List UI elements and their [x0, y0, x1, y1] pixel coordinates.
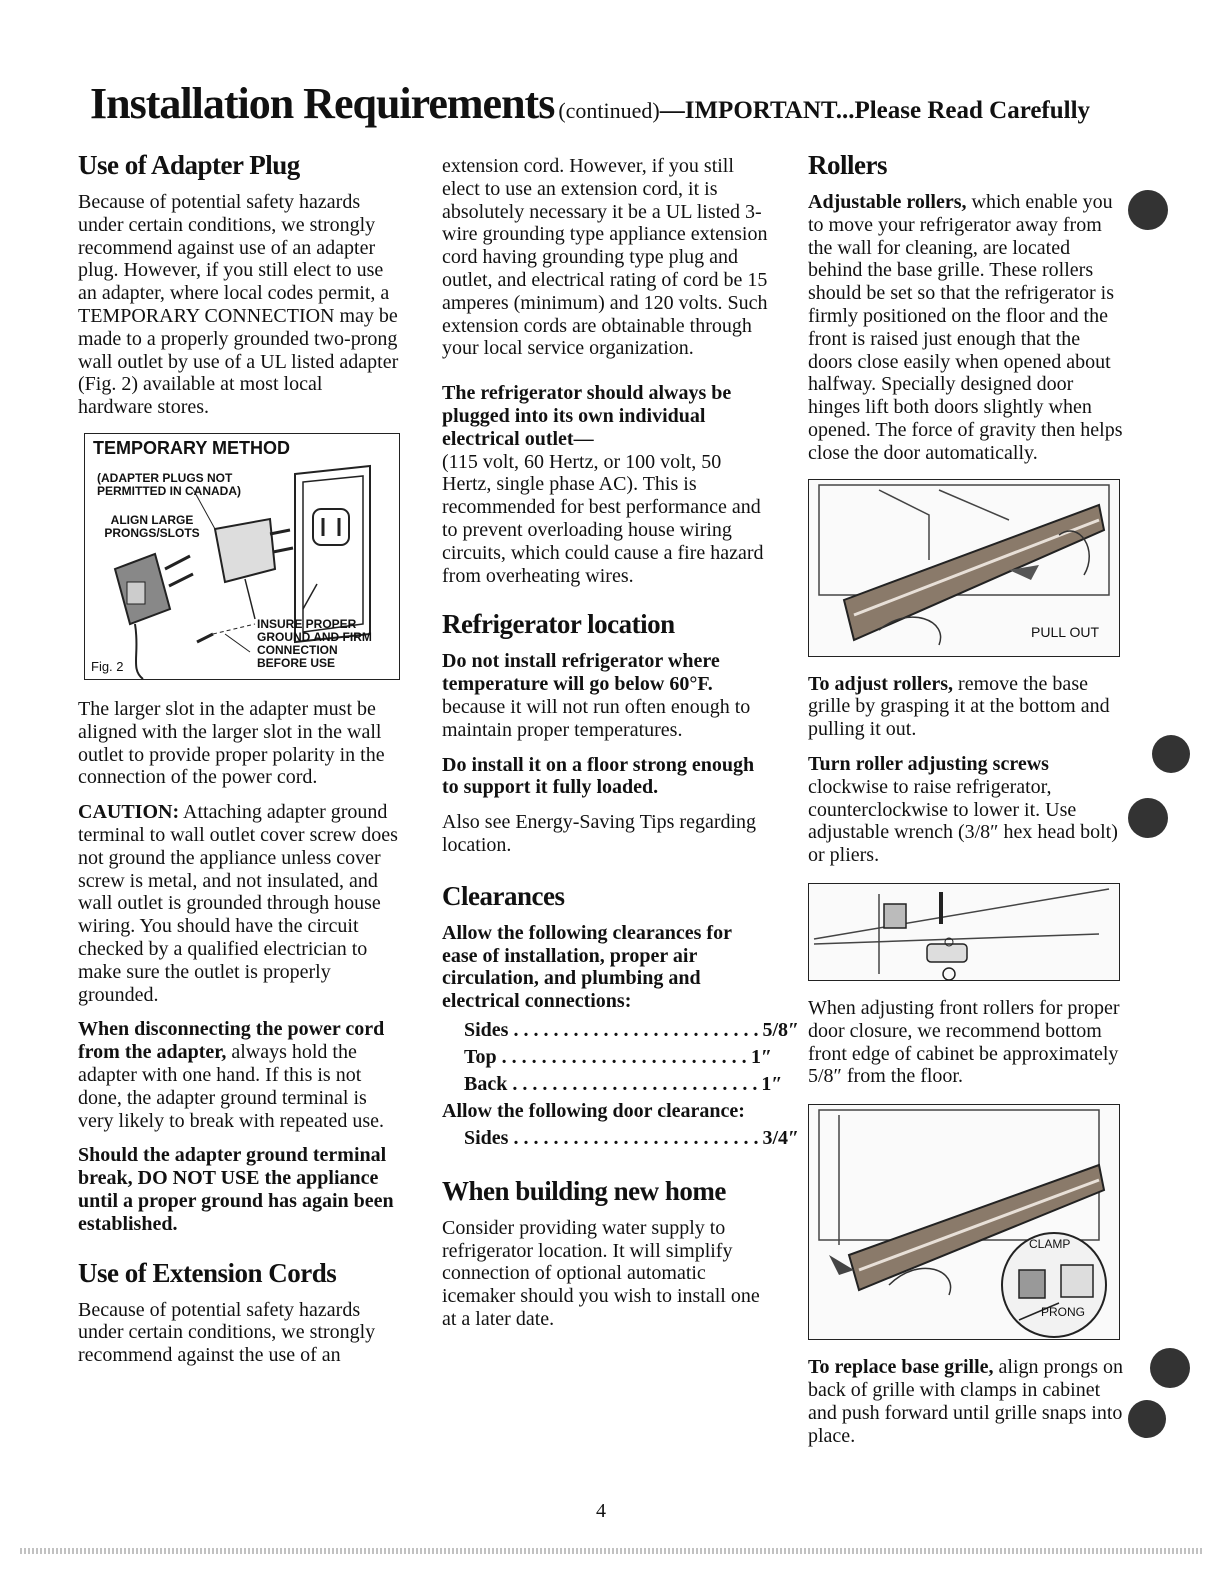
- building-heading: When building new home: [442, 1175, 726, 1206]
- figure-align-label: ALIGN LARGE PRONGS/SLOTS: [104, 512, 200, 540]
- binding-hole: [1152, 735, 1190, 773]
- binding-hole: [1128, 190, 1168, 230]
- disconnect-text: always hold the adapter with one hand. If this is not done, the adapter ground terminal is very likely to break with repeated use.: [78, 1041, 384, 1132]
- rollers-lead: Adjustable rollers,: [808, 191, 967, 213]
- turn-lead: Turn roller adjusting screws: [808, 752, 1049, 775]
- prong-label: PRONG: [1041, 1305, 1086, 1320]
- own-outlet-text: (115 volt, 60 Hertz, or 100 volt, 50 Hertz, single phase AC). This is recommended for best performance and to prevent overloading house wiring circuits, which could cause a fire hazard from overheating wires.: [442, 450, 764, 587]
- location-heading: Refrigerator location: [442, 609, 675, 640]
- column-middle: [442, 155, 800, 1343]
- title-subtitle: —IMPORTANT...Please Read Carefully: [659, 97, 1091, 124]
- page-number: 4: [596, 1500, 606, 1522]
- door-clearance-intro: Allow the following door clearance:: [442, 1099, 745, 1122]
- adjust-text: remove the base grille by grasping it at the bottom and pulling it out.: [808, 672, 1110, 741]
- adapter-heading: Use of Adapter Plug: [78, 150, 300, 180]
- extension-paragraph: Because of potential safety hazards under certain conditions, we strongly recommend against the use of an: [78, 1298, 376, 1367]
- binding-hole: [1150, 1348, 1190, 1388]
- replace-grille-paragraph: [808, 1356, 1123, 1447]
- building-paragraph: Consider providing water supply to refrigerator location. It will simplify connection of optional automatic icemaker should you wish to install one at a later date.: [442, 1216, 760, 1330]
- rollers-heading: Rollers: [808, 150, 887, 180]
- location-lead-1: Do not install refrigerator where temperature will go below 60°F.: [442, 650, 720, 696]
- column-left: [78, 150, 400, 1379]
- page-title: [90, 78, 1090, 129]
- pull-out-illustration: [808, 479, 1120, 657]
- clearance-row: Back . . . . . . . . . . . . . . . . . . . . . . . . . 1″: [464, 1072, 783, 1095]
- adjust-paragraph: [808, 673, 1123, 741]
- adapter-paragraph: Because of potential safety hazards under certain conditions, we strongly recommend against use of an adapter plug. However, if you still elect to use an adapter, where local codes permit, a TEMPORARY CONNECTION may be made to a properly grounded two-prong wall outlet by use of a UL listed adapter (Fig. 2) available at most local hardware stores.: [78, 191, 399, 419]
- figure-2-temporary-method: [84, 433, 400, 680]
- clearance-row: Sides . . . . . . . . . . . . . . . . . . . . . . . . . 3/4″: [464, 1126, 800, 1149]
- rollers-text: which enable you to move your refrigerator away from the wall for cleaning, are located behind the base grille. These rollers should be set so that the refrigerator is firmly positioned on the floor and the front is raised just enough that the doors close easily when opened about halfway. Specially designed door hinges lift both doors slightly when opened. The force of gravity then helps close the door automatically.: [808, 191, 1123, 464]
- caution-paragraph: [78, 801, 400, 1006]
- location-text-2: Also see Energy-Saving Tips regarding location.: [442, 811, 757, 856]
- extension-heading: Use of Extension Cords: [78, 1257, 337, 1288]
- location-text-1: because it will not run often enough to maintain proper temperatures.: [442, 695, 751, 741]
- location-lead-2: Do install it on a floor strong enough to support it fully loaded.: [442, 753, 755, 799]
- own-outlet-lead: The refrigerator should always be plugged into its own individual electrical outlet—: [442, 382, 732, 450]
- replace-grille-illustration: [808, 1104, 1120, 1340]
- column-right: [808, 150, 1123, 1459]
- front-rollers-paragraph: When adjusting front rollers for proper door closure, we recommend bottom front edge of cabinet be approximately 5/8″ from the floor.: [808, 996, 1120, 1088]
- door-clearance-list: [442, 1125, 800, 1152]
- figure-note: (ADAPTER PLUGS NOT PERMITTED IN CANADA): [97, 470, 241, 498]
- title-continued: (continued): [558, 98, 660, 123]
- figure-insure-label: INSURE PROPER GROUND AND FIRM CONNECTION BEFORE USE: [257, 616, 372, 670]
- polarity-paragraph: The larger slot in the adapter must be aligned with the larger slot in the wall outlet to provide proper polarity in the connection of the power cord.: [78, 697, 385, 789]
- replace-lead: To replace base grille,: [808, 1356, 994, 1379]
- figure-number: Fig. 2: [91, 658, 124, 674]
- binding-hole: [1128, 798, 1168, 838]
- break-warning: Should the adapter ground terminal break, DO NOT USE the appliance until a proper ground has again been established.: [78, 1144, 394, 1235]
- clearances-heading: Clearances: [442, 880, 565, 911]
- replace-text: align prongs on back of grille with clamps in cabinet and push forward until grille snaps into place.: [808, 1356, 1123, 1447]
- pull-out-label: PULL OUT: [1031, 623, 1099, 640]
- rollers-paragraph: [808, 191, 1123, 465]
- scan-edge: [20, 1548, 1204, 1554]
- disconnect-paragraph: [78, 1018, 400, 1132]
- clearance-row: Sides . . . . . . . . . . . . . . . . . . . . . . . . . 5/8″: [464, 1018, 800, 1041]
- figure-title: TEMPORARY METHOD: [93, 437, 291, 458]
- binding-hole: [1128, 1400, 1166, 1438]
- caution-text: Attaching adapter ground terminal to wall outlet cover screw does not ground the appliance unless cover screw is metal, and not insulated, and wall outlet is grounded through house wiring. You should have the circuit checked by a qualified electrician to make sure the outlet is properly grounded.: [78, 801, 398, 1006]
- clearance-row: Top . . . . . . . . . . . . . . . . . . . . . . . . . 1″: [464, 1045, 772, 1068]
- title-main: Installation Requirements: [90, 79, 555, 128]
- turn-text: clockwise to raise refrigerator, counterclockwise to lower it. Use adjustable wrench (3/8″ hex head bolt) or pliers.: [808, 775, 1118, 867]
- location-paragraph-1: [442, 650, 772, 741]
- clamp-label: CLAMP: [1029, 1237, 1071, 1252]
- extension-paragraph-continued: extension cord. However, if you still elect to use an extension cord, it is absolutely necessary it be a UL listed 3-wire grounding type appliance extension cord having grounding type plug and outlet, and electrical rating of cord be 15 amperes (minimum) and 120 volts. Such extension cords are obtainable through your local service organization.: [442, 155, 768, 360]
- clearances-list: [442, 1017, 800, 1098]
- adjust-lead: To adjust rollers,: [808, 672, 954, 695]
- own-outlet-paragraph: [442, 382, 772, 587]
- caution-lead: CAUTION:: [78, 801, 180, 824]
- disconnect-lead: When disconnecting the power cord from the adapter,: [78, 1018, 385, 1064]
- clearances-intro: Allow the following clearances for ease of installation, proper air circulation, and plumbing and electrical connections:: [442, 921, 732, 1013]
- turn-paragraph: [808, 753, 1123, 867]
- roller-screw-illustration: [808, 883, 1120, 981]
